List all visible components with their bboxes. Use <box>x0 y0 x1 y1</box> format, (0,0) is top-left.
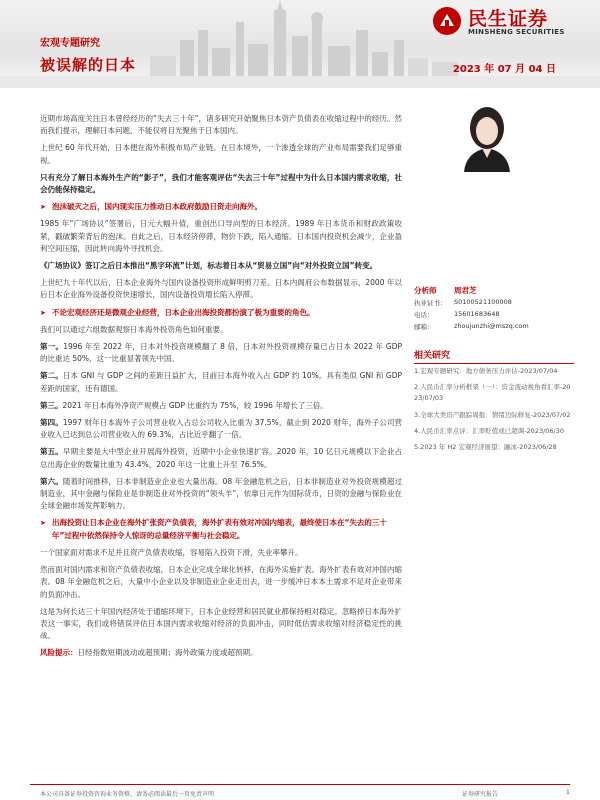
related-research-item[interactable]: 1.宏观专题研究：地方债务压力评估-2023/07/04 <box>414 367 558 375</box>
paragraph-1990s: 上世纪九十年代以后，日本企业海外与国内设备投资形成鲜明剪刀差。日本内阁府公布数据显示，2000 年以后日本企业海外设备投资快速增长，国内设备投资增长陷入停滞。 <box>40 278 402 300</box>
data-point-second <box>40 370 402 394</box>
paragraph-conclusion: 这是为何长达三十年国内经济处于通缩环境下，日本企业经营和居民就业都保持相对稳定。忽略掉日本海外扩表这一事实，我们或将错误评估日本国内需求收缩对经济的负面冲击，同时低估需求收缩对经济稳定性的挑战。 <box>40 606 402 641</box>
risk-warning <box>40 647 402 659</box>
logo-mark-icon <box>432 6 462 36</box>
intro-paragraph-2: 上世纪 60 年代开始，日本便在海外积极布局产业链。在日本境外，一个渗透全球的产业布局需要我们足够重视。 <box>40 143 402 165</box>
data-point-third-label: 第三。 <box>40 400 63 410</box>
intro-paragraph-1: 近期市场高度关注日本曾经经历的“失去三十年”，诸多研究开始聚焦日本资产负债表在收缩过程中的经历。然而我们提示，理解日本问题，不能仅将目光聚焦于日本国内。 <box>40 114 402 136</box>
footer-disclaimer: 本公司具备证券投资咨询业务资格，请务必阅读最后一页免责声明 <box>40 791 215 798</box>
report-type: 宏观专题研究 <box>40 38 100 49</box>
main-content <box>40 113 402 665</box>
data-point-fifth <box>40 446 402 470</box>
related-research-item[interactable]: 5.2023 年 H2 宏观经济展望：融冰-2023/06/28 <box>414 443 557 452</box>
related-research-list <box>414 366 574 458</box>
risk-warning-label: 风险提示： <box>40 648 78 658</box>
data-point-third-text: 2021 年日本海外净资产规模占 GDP 比重约为 75%，较 1996 年增长了三倍。 <box>62 400 328 410</box>
company-logo <box>432 4 582 40</box>
key-point-2: ➤ 不论宏观经济还是微观企业经营，日本企业出海投资都扮演了极为重要的角色。 <box>40 307 402 319</box>
footer-divider <box>30 784 570 785</box>
key-point-1: ➤ 泡沫破灭之后，国内现实压力推动日本政府鼓励日资走向海外。 <box>40 201 402 213</box>
data-point-second-label: 第二。 <box>40 371 63 381</box>
paragraph-overseas-expansion: 然而面对国内需求和资产负债表收缩，日本企业完成全球化转移，在海外实施扩表。海外扩表有效对冲国内缩表。08 年金融危机之后，大量中小企业以及非制造业企业走出去，进一步缓冲日本本土需求不足对企业带来的负面冲击。 <box>40 565 402 599</box>
key-point-3: ➤ 出海投资让日本企业在海外扩张资产负债表，海外扩表有效对冲国内缩表，最终使日本在“失去的三十年”过程中依然保持令人惊讶的总量经济平衡与社会稳定。 <box>40 517 402 541</box>
phone-value: 15601683648 <box>454 310 500 318</box>
report-date: 2023 年 07 月 04 日 <box>452 64 556 75</box>
analyst-email-row <box>414 320 574 332</box>
page-title: 被误解的日本 <box>40 56 137 74</box>
data-point-fourth-text: 1997 财年日本海外子公司营业收入占总公司收入比重为 37.5%，截止到 2020 财年，海外子公司营业收入已达到总公司营业收入的 69.3%，占比近乎翻了一倍。 <box>40 418 402 440</box>
paragraph-balance-sheet: 一个国家面对需求不足并且资产负债表收缩，容易陷入投资下滑，失业率攀升。 <box>40 547 303 557</box>
data-point-sixth <box>40 476 402 513</box>
data-point-fourth <box>40 417 402 441</box>
data-point-first-label: 第一。 <box>40 342 64 352</box>
logo-text-en: MINSHENG SECURITIES <box>468 28 565 36</box>
related-research-item[interactable]: 3.全球大类资产跟踪周报：情绪边际修复-2023/07/02 <box>414 410 571 419</box>
analyst-license-row <box>414 296 574 308</box>
data-point-sixth-label: 第六。 <box>40 476 63 486</box>
data-point-first <box>40 341 402 365</box>
analyst-photo <box>444 100 530 172</box>
data-point-fourth-label: 第四。 <box>40 418 63 428</box>
email-label: 邮箱： <box>414 322 434 331</box>
page-number: 1 <box>566 789 570 796</box>
data-point-fifth-label: 第五。 <box>40 447 63 457</box>
data-point-third <box>40 400 402 412</box>
related-research-item[interactable]: 4.人民币汇率点评：汇率贬值或已超调-2023/06/30 <box>414 426 565 435</box>
analyst-info <box>414 284 574 332</box>
data-point-second-text: 日本 GNI 与 GDP 之间的差距日益扩大，目前日本海外收入占 GDP 约 10%。具有类似 GNI 和 GDP 差距的国家，还有德国。 <box>40 371 403 393</box>
data-point-first-text: 1996 年至 2022 年，日本对外投资规模翻了 8 倍，日本对外投资规模存量已占日本 2022 年 GDP 的比重达 50%，这一比重显著领先中国。 <box>40 342 402 364</box>
analyst-label: 分析师 <box>414 285 437 295</box>
footer-label: 证券研究报告 <box>462 791 499 798</box>
header-banner <box>0 0 600 88</box>
related-research-title: 相关研究 <box>414 348 574 364</box>
analyst-phone-row <box>414 308 574 320</box>
license-label: 执业证书： <box>414 298 447 307</box>
data-point-sixth-text: 随着时间推移，日本非制造业企业也大量出海。08 年金融危机之后，日本非制造业对外投资规模超过制造业，其中金融与保险业是非制造业对外投资的“领头羊”，依靠日元作为国际货币，日资的金融与保险业在全球金融市场发挥影响力。 <box>40 476 403 511</box>
phone-label: 电话： <box>414 310 434 319</box>
plaza-accord-heading: 《广场协议》签订之后日本推出“黑字环流”计划，标志着日本从“贸易立国”向“对外投资立国”转变。 <box>40 261 378 271</box>
risk-warning-text: 日经指数短期波动或超预期；海外政策力度或超预期。 <box>77 648 258 658</box>
analyst-name: 周君芝 <box>454 285 477 295</box>
paragraph-six-data: 我们可以通过六组数据观察日本海外投资角色如何重要。 <box>40 324 228 334</box>
data-point-fifth-text: 早期主要是大中型企业开展海外投资，近期中小企业快速扩容。2020 年，10 亿日元规模以下企业占总出海企业的数量比重为 43.4%，2020 年这一比重上升至 76.5%。 <box>40 447 402 469</box>
paragraph-1985: 1985 年“广场协议”签署后，日元大幅升值，重创出口导向型的日本经济。1989 年日本货币和财政政策收紧，戳破繁荣背后的泡沫。自此之后，日本经济停滞，物价下跌，陷入通缩。日本国内投资机会减少，企业盈利空间压缩，因此转向海外寻找机会。 <box>40 219 402 253</box>
intro-paragraph-3: 只有充分了解日本海外生产的“影子”，我们才能客观评估“失去三十年”过程中为什么日本国内需求收缩，社会仍能保持稳定。 <box>40 172 402 195</box>
email-value[interactable]: zhoujunzhi@mszq.com <box>454 322 529 330</box>
license-value: S0100521100008 <box>454 298 512 306</box>
related-research-item[interactable]: 2.人民币汇率分析框架（一）：资金流动视角看汇率-2023/07/03 <box>414 383 571 403</box>
logo-text-cn: 民生证券 <box>468 8 549 30</box>
analyst-name-row <box>414 284 574 296</box>
